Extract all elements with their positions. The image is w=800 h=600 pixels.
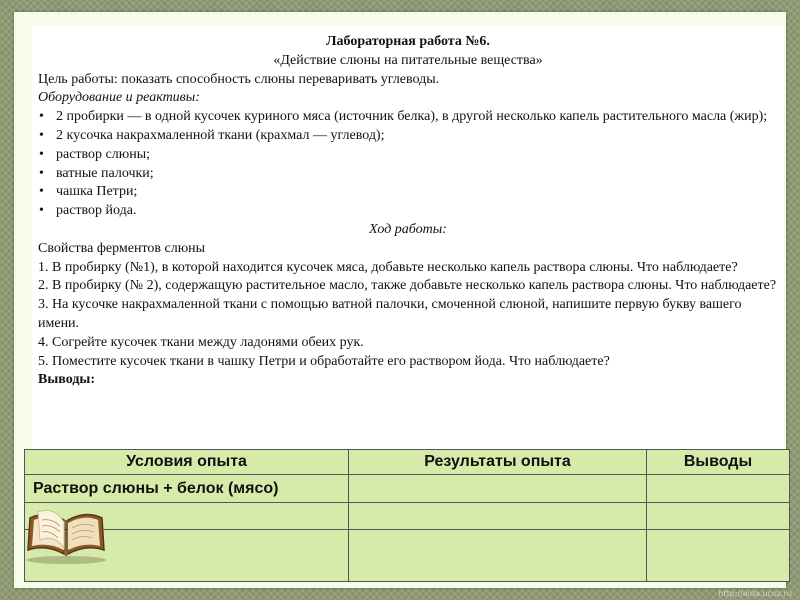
table-cell — [647, 475, 790, 502]
procedure-step: 3. На кусочке накрахмаленной ткани с помощью ватной палочки, смоченной слюной, напишите первую букву вашего имени. — [38, 297, 742, 331]
procedure-step: 1. В пробирку (№1), в которой находится кусочек мяса, добавьте несколько капель раствора слюны. Что наблюдаете? — [38, 259, 738, 275]
conclusions-heading: Выводы: — [38, 372, 96, 388]
procedure-step: 5. Поместите кусочек ткани в чашку Петри и обработайте его раствором йода. Что наблюдаете? — [38, 353, 610, 369]
bullet-icon: • — [39, 165, 44, 181]
table-cell — [647, 502, 790, 529]
equipment-heading: Оборудование и реактивы: — [38, 90, 200, 106]
equipment-item-text: раствор слюны; — [56, 146, 151, 162]
bullet-icon: • — [39, 203, 44, 219]
table-cell — [349, 530, 647, 582]
doc-goal: Цель работы: показать способность слюны переваривать углеводы. — [38, 71, 440, 87]
equipment-item-text: ватные палочки; — [56, 165, 154, 181]
equipment-item-text: раствор йода. — [56, 203, 137, 219]
open-book-icon — [20, 500, 110, 566]
doc-subtitle: «Действие слюны на питательные вещества» — [273, 52, 543, 68]
list-item — [38, 127, 778, 146]
table-row — [25, 502, 790, 529]
table-cell — [349, 502, 647, 529]
list-item — [38, 165, 778, 184]
table-cell — [647, 530, 790, 582]
equipment-item-text: 2 кусочка накрахмаленной ткани (крахмал — углевод); — [56, 127, 385, 143]
table-row — [25, 530, 790, 582]
bullet-icon: • — [39, 127, 44, 143]
procedure-step: 2. В пробирку (№ 2), содержащую растительное масло, также добавьте несколько капель раствора слюны. Что наблюдаете? — [38, 278, 777, 294]
header-conclusions: Выводы — [647, 450, 790, 475]
lab-document — [38, 33, 778, 390]
header-conditions: Условия опыта — [25, 450, 349, 475]
list-item — [38, 183, 778, 202]
bullet-icon: • — [39, 184, 44, 200]
results-table — [24, 449, 790, 582]
table-cell — [349, 475, 647, 502]
list-item — [38, 146, 778, 165]
doc-title: Лабораторная работа №6. — [326, 34, 490, 49]
procedure-step: 4. Согрейте кусочек ткани между ладонями обеих рук. — [38, 334, 364, 350]
procedure-heading: Ход работы: — [369, 221, 447, 237]
table-row — [25, 475, 790, 502]
bullet-icon: • — [39, 109, 44, 125]
procedure-intro: Свойства ферментов слюны — [38, 240, 206, 256]
equipment-item-text: чашка Петри; — [56, 184, 138, 200]
watermark-url: http://aida.ucoz.ru — [718, 589, 792, 598]
list-item — [38, 108, 778, 127]
table-header-row — [25, 450, 790, 475]
bullet-icon: • — [39, 146, 44, 162]
equipment-item-text: 2 пробирки — в одной кусочек куриного мяса (источник белка), в другой несколько капель растительного масла (жир); — [56, 109, 768, 125]
header-results: Результаты опыта — [349, 450, 647, 475]
list-item — [38, 202, 778, 221]
table-cell: Раствор слюны + белок (мясо) — [25, 475, 349, 502]
